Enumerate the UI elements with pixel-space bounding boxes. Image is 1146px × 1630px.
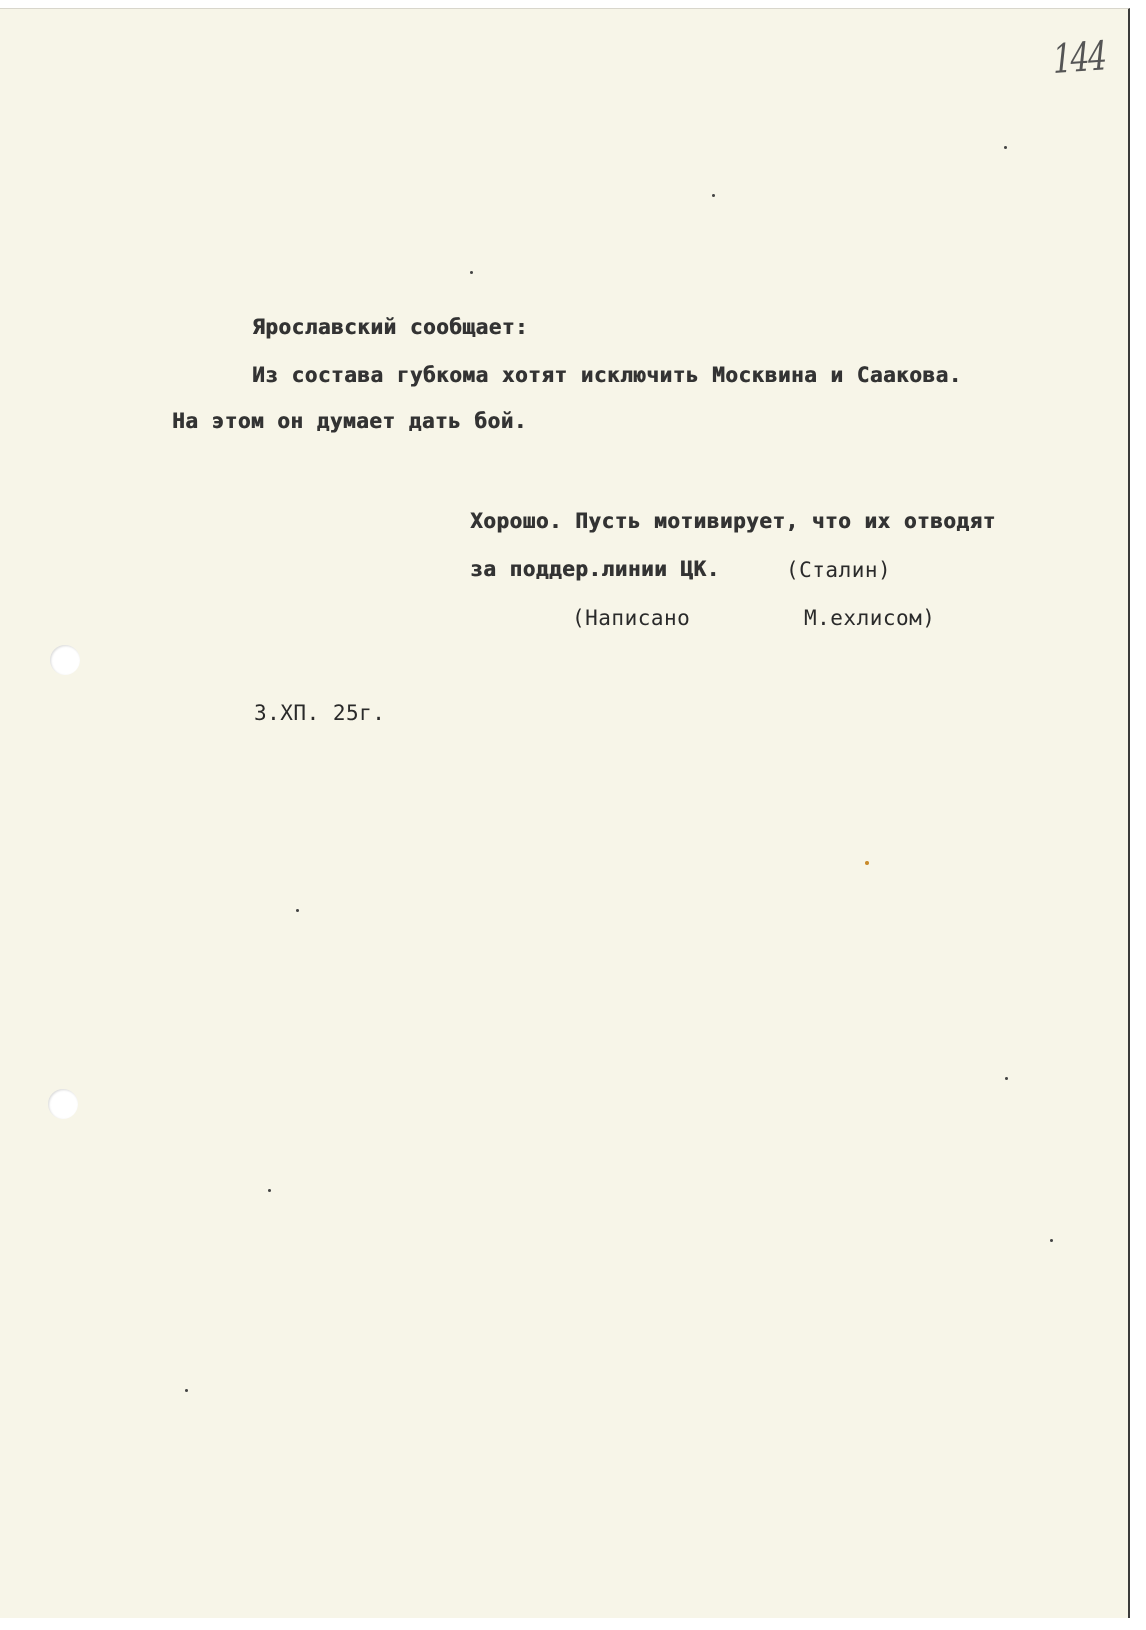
body-line-3: На этом он думает дать бой.: [172, 409, 527, 433]
resolution-line-2: за поддер.линии ЦК.: [470, 557, 720, 581]
resolution-signature: (Сталин): [786, 558, 892, 582]
ink-speck: [865, 861, 869, 865]
written-by-note-right: М.ехлисом): [804, 606, 936, 630]
written-by-note-left: (Написано: [572, 606, 691, 630]
document-sheet: [0, 8, 1130, 1618]
ink-speck: [470, 271, 473, 274]
ink-speck: [185, 1389, 188, 1392]
body-line-2: Из состава губкома хотят исключить Москвина и Саакова.: [252, 363, 962, 387]
resolution-line-1: Хорошо. Пусть мотивирует, что их отводят: [470, 509, 996, 533]
punch-hole: [50, 645, 80, 675]
document-date: З.ХП. 25г.: [254, 701, 386, 725]
ink-speck: [1005, 1077, 1008, 1080]
ink-speck: [1004, 146, 1007, 149]
body-line-1: Ярославский сообщает:: [252, 315, 529, 339]
punch-hole: [48, 1089, 78, 1119]
ink-speck: [296, 909, 299, 912]
ink-speck: [1050, 1239, 1053, 1242]
ink-speck: [712, 194, 715, 197]
ink-speck: [268, 1189, 271, 1192]
page-number: 144: [1052, 33, 1107, 83]
